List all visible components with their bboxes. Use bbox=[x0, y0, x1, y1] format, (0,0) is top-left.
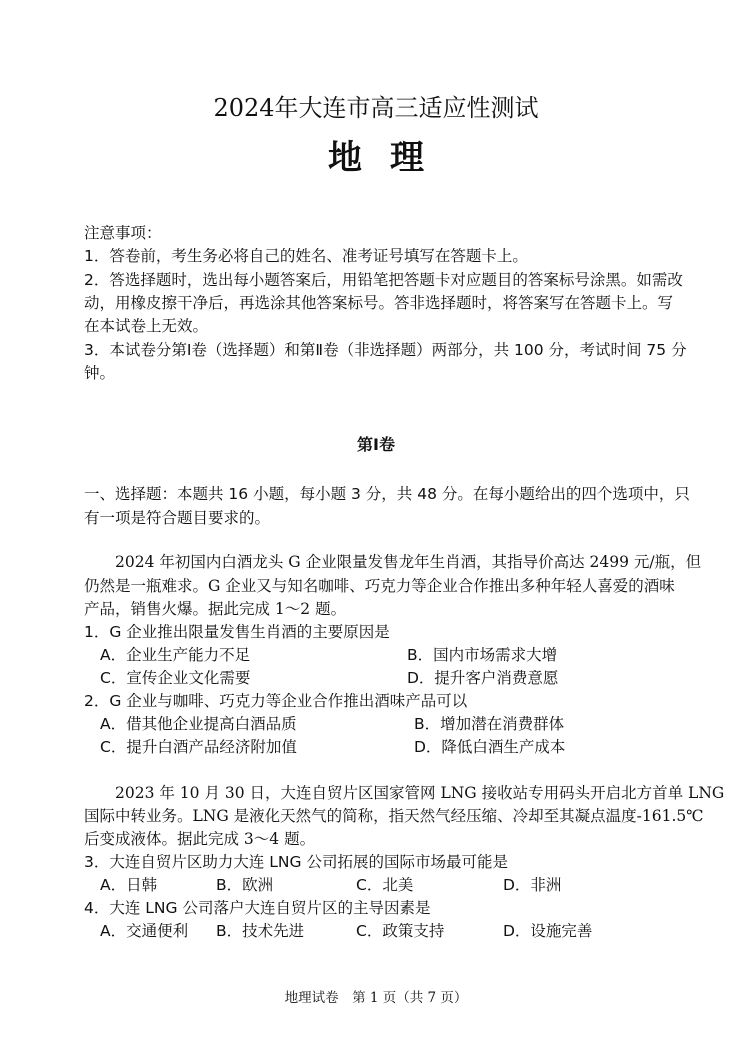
q3-option-b: B．欧洲 bbox=[216, 876, 274, 894]
notice-heading: 注意事项： bbox=[84, 224, 162, 242]
q2-option-d: D．降低白酒生产成本 bbox=[414, 738, 566, 756]
notice-line-2c: 在本试卷上无效。 bbox=[84, 317, 209, 335]
q2-option-c: C．提升白酒产品经济附加值 bbox=[100, 738, 297, 756]
q4-stem: 4．大连 LNG 公司落户大连自贸片区的主导因素是 bbox=[84, 899, 431, 917]
passage1-line-3: 产品，销售火爆。据此完成 1～2 题。 bbox=[84, 600, 347, 618]
q4-option-a: A．交通便利 bbox=[100, 922, 189, 940]
q3-option-d: D．非洲 bbox=[503, 876, 562, 894]
passage2-line-3: 后变成液体。据此完成 3～4 题。 bbox=[84, 830, 316, 848]
q1-option-a: A．企业生产能力不足 bbox=[100, 646, 251, 664]
page-footer: 地理试卷 第 1 页（共 7 页） bbox=[284, 990, 468, 1006]
passage2-line-1: 2023 年 10 月 30 日，大连自贸片区国家管网 LNG 接收站专用码头开启北方首单 LNG bbox=[115, 784, 725, 802]
notice-line-3b: 钟。 bbox=[84, 364, 116, 382]
q1-option-c: C．宣传企业文化需要 bbox=[100, 669, 251, 687]
notice-line-3a: 3．本试卷分第Ⅰ卷（选择题）和第Ⅱ卷（非选择题）两部分，共 100 分，考试时间 75 分 bbox=[84, 341, 687, 359]
subject-title: 地理 bbox=[328, 138, 452, 178]
q2-option-b: B．增加潜在消费群体 bbox=[414, 715, 565, 733]
q2-stem: 2．G 企业与咖啡、巧克力等企业合作推出酒味产品可以 bbox=[84, 692, 468, 710]
part1-heading: 第Ⅰ卷 bbox=[357, 435, 395, 454]
q1-option-b: B．国内市场需求大增 bbox=[407, 646, 558, 664]
q1-option-d: D．提升客户消费意愿 bbox=[407, 669, 559, 687]
notice-line-2b: 动，用橡皮擦干净后，再选涂其他答案标号。答非选择题时，将答案写在答题卡上。写 bbox=[84, 294, 674, 312]
q4-option-d: D．设施完善 bbox=[503, 922, 593, 940]
exam-title: 2024年大连市高三适应性测试 bbox=[213, 94, 539, 122]
q3-stem: 3．大连自贸片区助力大连 LNG 公司拓展的国际市场最可能是 bbox=[84, 853, 508, 871]
notice-line-1: 1．答卷前，考生务必将自己的姓名、准考证号填写在答题卡上。 bbox=[84, 247, 528, 265]
passage1-line-2: 仍然是一瓶难求。G 企业又与知名咖啡、巧克力等企业合作推出多种年轻人喜爱的酒味 bbox=[84, 577, 675, 595]
q4-option-c: C．政策支持 bbox=[356, 922, 445, 940]
q1-stem: 1．G 企业推出限量发售生肖酒的主要原因是 bbox=[84, 623, 390, 641]
passage2-line-2: 国际中转业务。LNG 是液化天然气的简称，指天然气经压缩、冷却至其凝点温度-161.5℃ bbox=[84, 807, 704, 825]
notice-line-2a: 2．答选择题时，选出每小题答案后，用铅笔把答题卡对应题目的答案标号涂黑。如需改 bbox=[84, 271, 683, 289]
q3-option-a: A．日韩 bbox=[100, 876, 158, 894]
passage1-line-1: 2024 年初国内白酒龙头 G 企业限量发售龙年生肖酒，其指导价高达 2499 元/瓶，但 bbox=[115, 553, 702, 571]
part1-instruction-a: 一、选择题：本题共 16 小题，每小题 3 分，共 48 分。在每小题给出的四个选项中，只 bbox=[84, 485, 690, 503]
q3-option-c: C．北美 bbox=[356, 876, 414, 894]
q2-option-a: A．借其他企业提高白酒品质 bbox=[100, 715, 297, 733]
part1-instruction-b: 有一项是符合题目要求的。 bbox=[84, 509, 271, 527]
q4-option-b: B．技术先进 bbox=[216, 922, 305, 940]
